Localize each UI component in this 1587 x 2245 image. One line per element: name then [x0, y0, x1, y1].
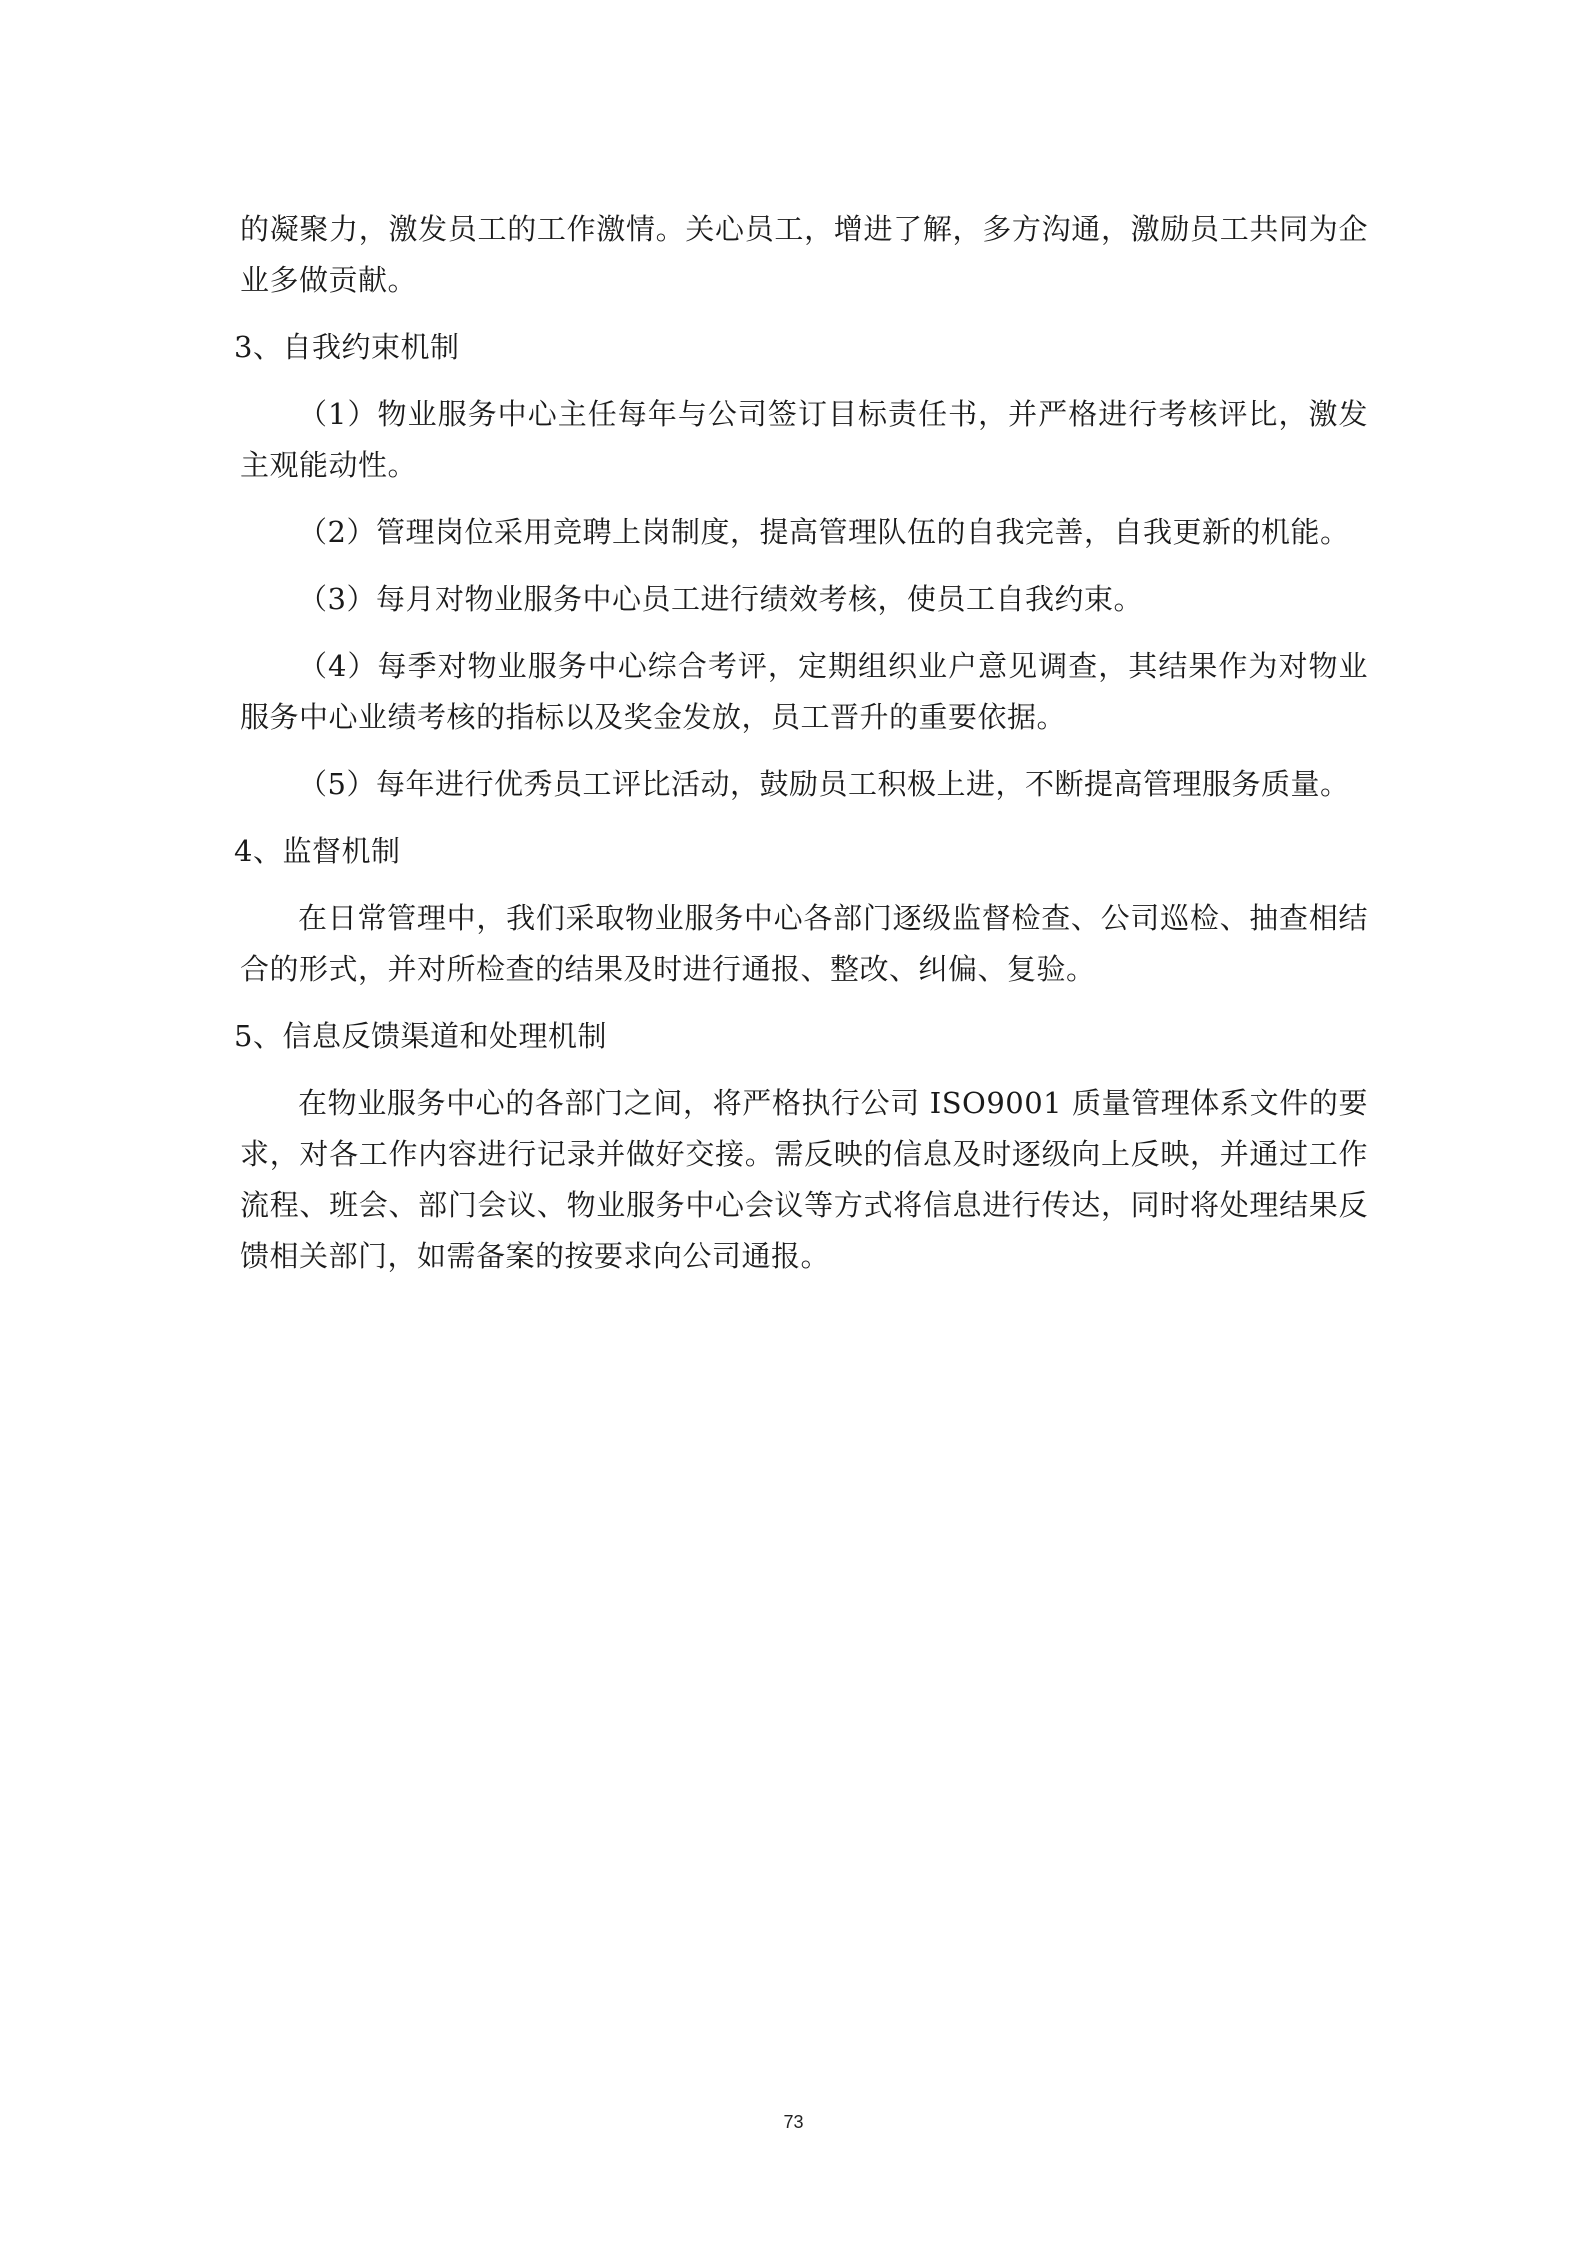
body-paragraph: （3）每月对物业服务中心员工进行绩效考核，使员工自我约束。 — [298, 582, 1143, 616]
body-paragraph: （4）每季对物业服务中心综合考评，定期组织业户意见调查，其结果作为对物业服务中心业绩考核的指标以及奖金发放，员工晋升的重要依据。 — [240, 649, 1368, 734]
section-heading-4: 4、监督机制 — [234, 834, 401, 868]
body-paragraph: 的凝聚力，激发员工的工作激情。关心员工，增进了解，多方沟通，激励员工共同为企业多做贡献。 — [240, 212, 1368, 297]
body-paragraph: （5）每年进行优秀员工评比活动，鼓励员工积极上进，不断提高管理服务质量。 — [298, 767, 1350, 801]
body-paragraph: （2）管理岗位采用竞聘上岗制度，提高管理队伍的自我完善，自我更新的机能。 — [298, 515, 1350, 549]
body-paragraph: 在物业服务中心的各部门之间，将严格执行公司 ISO9001 质量管理体系文件的要求，对各工作内容进行记录并做好交接。需反映的信息及时逐级向上反映，并通过工作流程、班会、部门会议、物业服务中心会议等方式将信息进行传达，同时将处理结果反馈相关部门，如需备案的按要求向公司通报。 — [240, 1086, 1368, 1273]
section-heading-5: 5、信息反馈渠道和处理机制 — [234, 1019, 607, 1053]
section-heading-3: 3、自我约束机制 — [234, 330, 460, 364]
body-paragraph: 在日常管理中，我们采取物业服务中心各部门逐级监督检查、公司巡检、抽查相结合的形式，并对所检查的结果及时进行通报、整改、纠偏、复验。 — [240, 901, 1368, 986]
document-body — [234, 204, 1368, 1298]
body-paragraph: （1）物业服务中心主任每年与公司签订目标责任书，并严格进行考核评比，激发主观能动性。 — [240, 397, 1368, 482]
page-number: 73 — [783, 2112, 804, 2132]
